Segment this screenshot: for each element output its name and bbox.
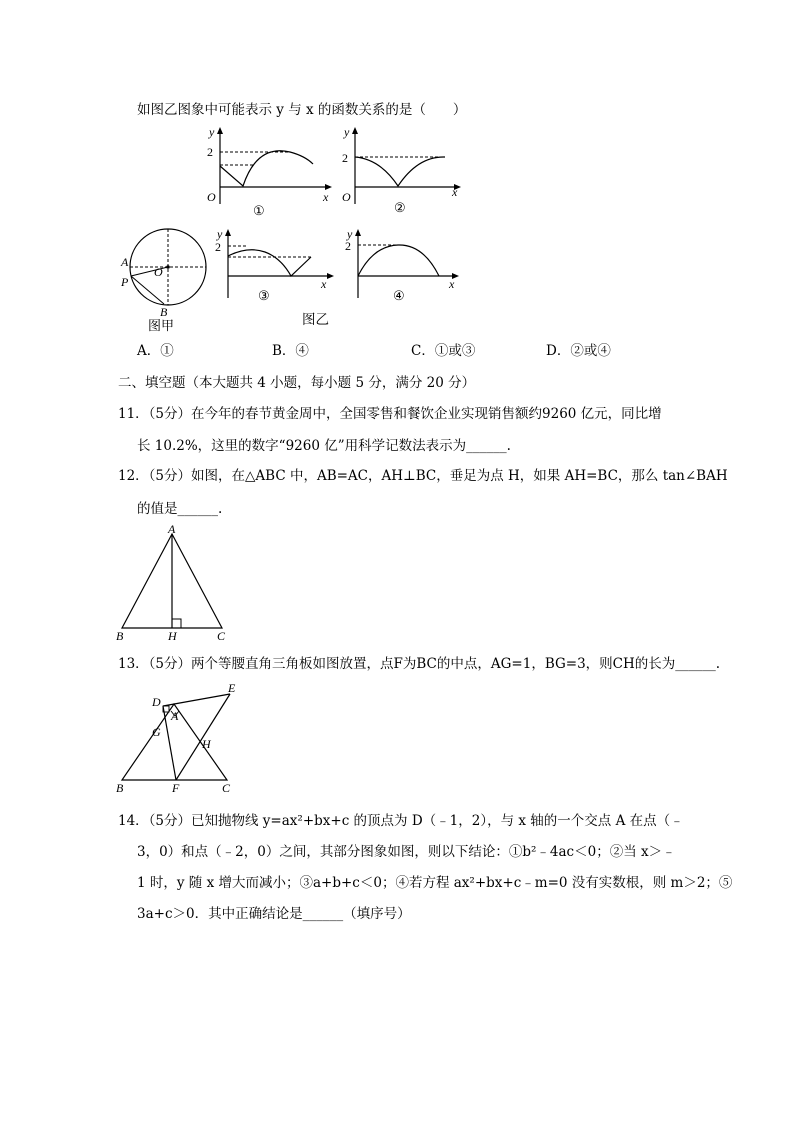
- graph-4: [333, 226, 473, 308]
- circle-label-b: B: [160, 305, 168, 319]
- graph-3-value: 2: [215, 240, 221, 254]
- q13-label-h: H: [202, 737, 211, 751]
- graph-2-x-label: x: [452, 185, 458, 199]
- q12-label-h: H: [168, 629, 177, 643]
- graph-2-y-label: y: [344, 125, 350, 139]
- graph-4-value: 2: [345, 239, 351, 253]
- graph-2-value: 2: [342, 151, 348, 165]
- q13-label-c: C: [222, 781, 231, 795]
- option-d: D．②或④: [546, 343, 611, 359]
- graph-3-y-label: y: [217, 227, 223, 241]
- graph-3-tag: ③: [258, 288, 270, 303]
- graph-1: [195, 124, 345, 220]
- circle-label-o: O: [154, 265, 163, 279]
- q13-line1: 13．（5分）两个等腰直角三角板如图放置，点F为BC的中点，AG=1，BG=3，则CH的长为______.: [118, 656, 721, 672]
- section-title: 二、填空题（本大题共 4 小题，每小题 5 分，满分 20 分）: [118, 375, 476, 391]
- q12-line1: 12．（5分）如图，在△ABC 中，AB=AC，AH⊥BC，垂足为点 H，如果 AH=BC，那么 tan∠BAH: [118, 468, 728, 484]
- q12-label-c: C: [217, 629, 226, 643]
- graph-2-origin: O: [342, 190, 351, 204]
- option-a: A．①: [137, 343, 174, 359]
- option-c: C．①或③: [411, 343, 476, 359]
- q13-label-a: A: [171, 709, 179, 723]
- q13-triangles-figure: [112, 678, 252, 796]
- q14-line1: 14．（5分）已知抛物线 y=ax²+bx+c 的顶点为 D（﹣1，2），与 x 轴的一个交点 A 在点（﹣: [118, 813, 684, 829]
- graph-1-tag: ①: [253, 203, 265, 218]
- q10-stem: 如图乙图象中可能表示 y 与 x 的函数关系的是（ ）: [137, 102, 467, 118]
- graph-2: [330, 124, 480, 220]
- graph-3-x-label: x: [321, 277, 327, 291]
- q13-label-d: D: [152, 695, 161, 709]
- q13-label-b: B: [116, 781, 124, 795]
- q14-line4: 3a+c＞0．其中正确结论是______（填序号）: [137, 906, 411, 922]
- graph-1-y-label: y: [209, 125, 215, 139]
- graph-4-y-label: y: [347, 227, 353, 241]
- circle-label-a: A: [121, 255, 129, 269]
- q13-label-g: G: [152, 725, 161, 739]
- circle-label-p: P: [121, 275, 129, 289]
- q12-triangle-figure: [112, 522, 237, 644]
- q13-label-e: E: [228, 681, 236, 695]
- q12-line2: 的值是______.: [137, 501, 223, 517]
- graph-4-tag: ④: [393, 288, 405, 303]
- q14-line3: 1 时，y 随 x 增大而减小；③a+b+c＜0；④若方程 ax²+bx+c﹣m=0 没有实数根，则 m＞2；⑤: [137, 875, 733, 891]
- graph-2-tag: ②: [394, 200, 406, 215]
- option-b: B．④: [272, 343, 309, 359]
- q14-line2: 3，0）和点（﹣2，0）之间，其部分图象如图，则以下结论：①b²﹣4ac＜0；②当 x＞﹣: [137, 844, 676, 860]
- figure-yi-caption: 图乙: [302, 312, 329, 328]
- q11-line1: 11．（5分）在今年的春节黄金周中，全国零售和餐饮企业实现销售额约9260 亿元，同比增: [118, 406, 662, 422]
- graph-3: [203, 226, 343, 308]
- circle-caption: 图甲: [148, 318, 175, 333]
- graph-4-x-label: x: [449, 277, 455, 291]
- graph-1-origin: O: [207, 190, 216, 204]
- q12-label-b: B: [116, 629, 124, 643]
- graph-1-x-label: x: [323, 190, 329, 204]
- q12-label-a: A: [168, 522, 176, 536]
- q13-label-f: F: [172, 781, 180, 795]
- graph-1-value: 2: [207, 145, 213, 159]
- q11-line2: 长 10.2%，这里的数字“9260 亿”用科学记数法表示为______.: [137, 438, 511, 454]
